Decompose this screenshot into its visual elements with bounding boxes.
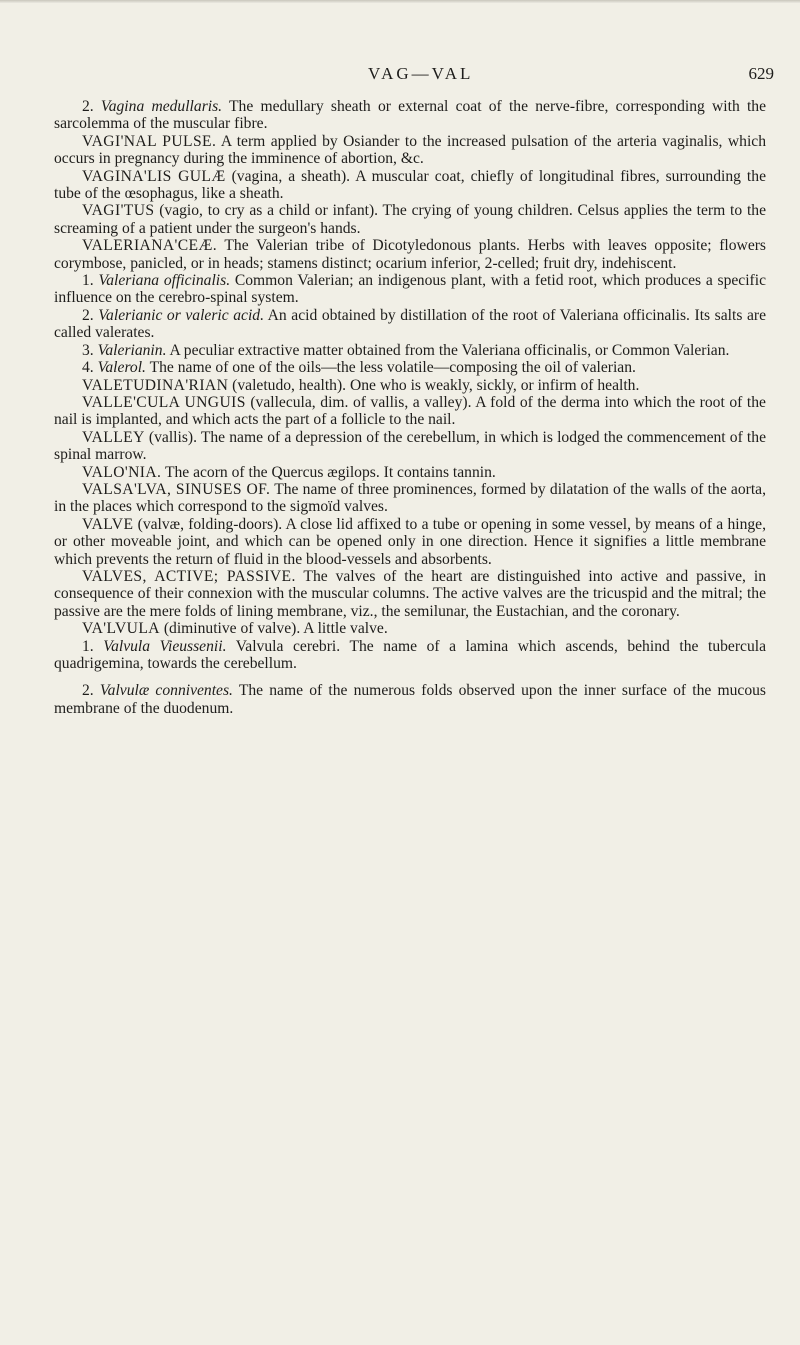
entry-valvula-vieussenii: 1. Valvula Vieussenii. Valvula cerebri. The name of a lamina which ascends, behind the tubercula quadrigemina, towards the cerebellum.: [54, 637, 767, 672]
entry-vallecula-unguis: VALLE'CULA UNGUIS (vallecula, dim. of vallis, a valley). A fold of the derma into which the root of the nail is implanted, and which acts the part of a follicle to the nail.: [54, 393, 766, 429]
page-top-edge: [0, 0, 800, 3]
entry-valsalva-sinuses: VALSA'LVA, SINUSES OF. The name of three prominences, formed by dilatation of the walls of the aorta, in the places which correspond to the sigmoïd valves.: [54, 480, 766, 516]
entry-valonia: VALO'NIA. The acorn of the Quercus ægilops. It contains tannin.: [82, 463, 496, 481]
entry-valvulae-conniventes: 2. Valvulæ conniventes. The name of the numerous folds observed upon the inner surface of the mucous membrane of the duodenum.: [54, 682, 767, 717]
entry-valerianic-acid: 2. Valerianic or valeric acid. An acid obtained by distillation of the root of Valeriana officinalis. Its salts are called valerates.: [54, 306, 766, 342]
entry-valvula: VA'LVULA (diminutive of valve). A little valve.: [82, 620, 388, 638]
entry-valerianaceae: VALERIANA'CEÆ. The Valerian tribe of Dicotyledonous plants. Herbs with leaves opposite; flowers corymbose, panicled, or in heads; stamens distinct; ocarium inferior, 2-celled; fruit dry, indehiscent.: [54, 237, 766, 272]
entry-valerianin: 3. Valerianin. A peculiar extractive matter obtained from the Valeriana officinalis, or Common Valerian.: [82, 341, 730, 359]
entry-valley: VALLEY (vallis). The name of a depression of the cerebellum, in which is lodged the commencement of the spinal marrow.: [54, 428, 766, 464]
entry-vagitus: VAGI'TUS (vagio, to cry as a child or infant). The crying of young children. Celsus applies the term to the screaming of a patient under the surgeon's hands.: [54, 202, 766, 237]
entry-valetudinarian: VALETUDINA'RIAN (valetudo, health). One who is weakly, sickly, or infirm of health.: [82, 376, 640, 394]
entry-vaginalis-gulae: VAGINA'LIS GULÆ (vagina, a sheath). A muscular coat, chiefly of longitudinal fibres, surrounding the tube of the œsophagus, like a sheath.: [54, 167, 766, 203]
dictionary-column: [54, 98, 766, 717]
entry-valve: VALVE (valvæ, folding-doors). A close lid affixed to a tube or opening in some vessel, by means of a hinge, or other moveable joint, and which can be opened only in one direction. Hence it signifies a little membrane which prevents the return of fluid in the blood-vessels and absorbents.: [54, 515, 766, 568]
running-title: VAG—VAL: [368, 64, 474, 83]
page-number: 629: [748, 64, 774, 83]
running-header: [0, 64, 800, 88]
entry-valeriana-officinalis: 1. Valeriana officinalis. Common Valerian; an indigenous plant, with a fetid root, which produces a specific influence on the cerebro-spinal system.: [54, 272, 767, 307]
entry-valerol: 4. Valerol. The name of one of the oils—the less volatile—composing the oil of valerian.: [82, 359, 636, 377]
entry-vaginal-pulse: VAGI'NAL PULSE. A term applied by Osiander to the increased pulsation of the arteria vaginalis, which occurs in pregnancy during the imminence of abortion, &c.: [54, 132, 766, 168]
entry-valves-active-passive: VALVES, ACTIVE; PASSIVE. The valves of the heart are distinguished into active and passive, in consequence of their connexion with the muscular columns. The active valves are the tricuspid and the mitral; the passive are the mere folds of lining membrane, viz., the semilunar, the Eustachian, and the coronary.: [54, 567, 766, 620]
entry-vagina-medullaris: 2. Vagina medullaris. The medullary sheath or external coat of the nerve-fibre, corresponding with the sarcolemma of the muscular fibre.: [54, 98, 767, 133]
